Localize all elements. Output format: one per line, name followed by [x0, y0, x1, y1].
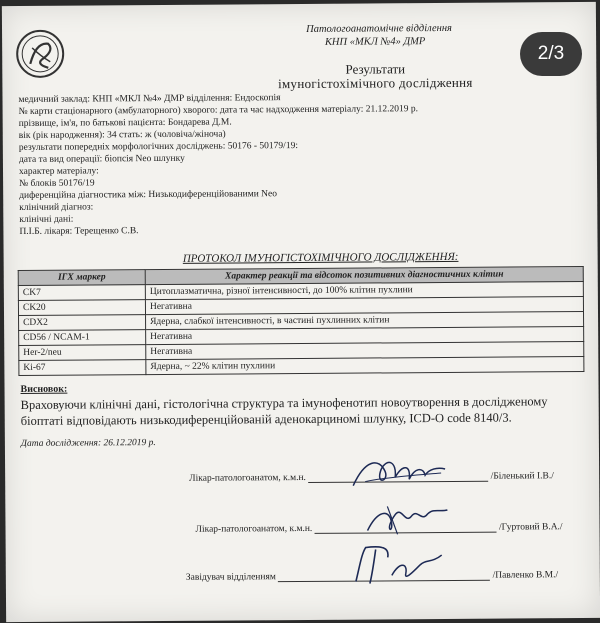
document-page — [2, 2, 600, 622]
report-title: Результати — [345, 61, 406, 77]
marker-cell: CD56 / NCAM-1 — [19, 330, 146, 346]
marker-cell: Ki-67 — [19, 360, 146, 376]
column-header-result: Характер реакції та відсоток позитивних діагностичних клітин — [145, 267, 583, 285]
marker-cell: CDX2 — [19, 315, 146, 331]
table-row — [19, 357, 584, 376]
field-blocks: № блоків 50176/19 — [19, 178, 95, 189]
column-header-marker: ІГХ маркер — [18, 270, 145, 286]
field-previous-results: результати попередніх морфологічних досліджень: 50176 - 50179/19: — [18, 141, 298, 153]
field-age-sex: вік (рік народження): 34 стать: ж (чоловіча/жіноча) — [18, 129, 226, 141]
result-cell: Цитоплазматична, різної інтенсивності, до 100% клітин пухлини — [145, 282, 583, 300]
protocol-heading: ПРОТОКОЛ ІМУНОГІСТОХІМІЧНОГО ДОСЛІДЖЕННЯ: — [182, 250, 459, 265]
signer-role: Лікар-патологоанатом, к.м.н. — [189, 472, 306, 484]
field-medical-facility: медичний заклад: КНП «МКЛ №4» ДМР відділення: Ендоскопія — [18, 93, 281, 105]
result-cell: Ядерна, слабкої інтенсивності, в частині пухлинних клітин — [146, 312, 584, 330]
field-clinical-diagnosis: клінічний діагноз: — [19, 202, 94, 213]
page-counter-badge: 2/3 — [520, 32, 582, 76]
field-clinical-data: клінічні дані: — [19, 214, 74, 225]
result-cell: Негативна — [145, 297, 583, 315]
field-card-number: № карти стаціонарного (амбулаторного) хворого: дата та час надходження матеріалу: 21.12.2019 р. — [18, 104, 419, 117]
organization-name: КНП «МКЛ №4» ДМР — [324, 36, 426, 48]
marker-cell: CK20 — [18, 300, 145, 316]
result-cell: Негативна — [146, 327, 584, 345]
result-cell: Ядерна, ~ 22% клітин пухлини — [146, 357, 584, 375]
field-patient-name: прізвище, ім'я, по батькові пацієнта: Бондарева Д.М. — [18, 117, 232, 129]
handwritten-signature-2 — [361, 500, 451, 541]
ihc-results-table — [18, 266, 585, 376]
signer-name: /Павленко В.М./ — [492, 570, 559, 581]
signer-role: Лікар-патологоанатом, к.м.н. — [195, 523, 313, 535]
field-operation: дата та вид операції: біопсія Neo шлунку — [18, 153, 185, 165]
field-differential: диференційна діагностика між: Низькодиференційованими Neo — [19, 189, 278, 201]
field-doctor: П.І.Б. лікаря: Терещенко С.В. — [19, 226, 139, 237]
report-subtitle: імуногістохімічного дослідження — [278, 74, 473, 92]
handwritten-signature-3 — [342, 541, 452, 590]
result-cell: Негативна — [146, 342, 584, 360]
marker-cell: CK7 — [18, 285, 145, 301]
signer-name: /Біленький І.В./ — [490, 471, 554, 482]
signer-name: /Гуртовий В.А./ — [498, 522, 563, 533]
handwritten-signature-1 — [345, 451, 455, 496]
field-material: характер матеріалу: — [18, 166, 99, 177]
marker-cell: Her-2/neu — [19, 345, 146, 361]
examination-date: Дата дослідження: 26.12.2019 р. — [20, 438, 156, 449]
signer-role: Завідувач відділенням — [185, 572, 276, 583]
department-name: Патологоанатомічне відділення — [306, 22, 452, 35]
conclusion-heading: Висновок: — [20, 383, 68, 395]
conclusion-text: Враховуючи клінічні дані, гістологічна структура та імунофенотип новоутворення в дослідженому біоптаті відповідають низькодиференційованій аденокарциномі шлунку, ICD-O code 8140/3. — [20, 394, 548, 428]
